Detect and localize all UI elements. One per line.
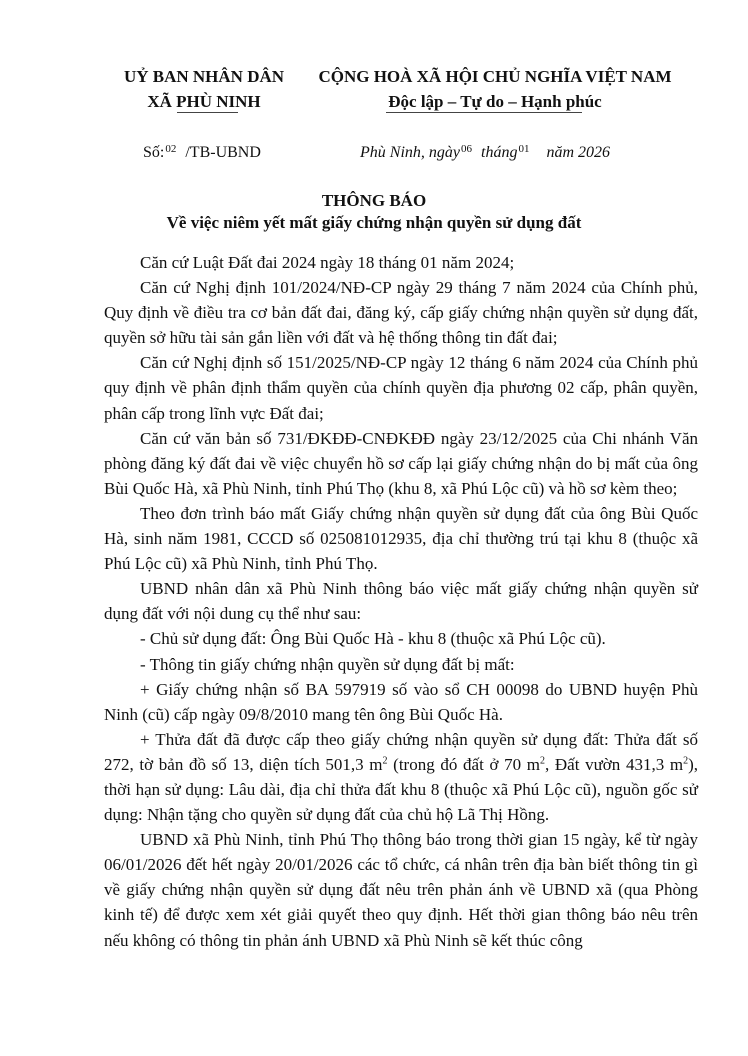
- date-month: 01: [518, 143, 530, 155]
- parcel-text-1: + Thửa đất đã được cấp theo giấy chứng nhận quyền sử dụng đất: Thửa đất số 272, tờ bản đồ số 13, diện tích 501,3 m: [104, 729, 698, 774]
- body-paragraph: UBND nhân dân xã Phù Ninh thông báo việc mất giấy chứng nhận quyền sử dụng đất với nội dung cụ thể như sau:: [104, 579, 698, 624]
- national-motto: Độc lập – Tự do – Hạnh phúc: [388, 92, 602, 111]
- final-paragraph: UBND xã Phù Ninh, tỉnh Phú Thọ thông báo trong thời gian 15 ngày, kể từ ngày 06/01/2026 đết hết ngày 20/01/2026 các tổ chức, cá nhân trên địa bàn biết thông tin gì về giấy chứng nhận quyền sử dụng đất nêu trên phản ánh về UBND xã (qua Phòng kinh tế) để được xem xét giải quyết theo quy định. Hết thời gian thông báo nêu trên nếu không có thông tin phản ánh UBND xã Phù Ninh sẽ kết thúc công: [104, 830, 698, 950]
- parcel-text-4: ), thời hạn sử dụng: Lâu dài, địa chỉ thửa đất khu 8 (thuộc xã Phú Lộc cũ), nguồn gốc sử dụng: Nhận tặng cho quyền sử dụng đất của chủ hộ Lã Thị Hồng.: [104, 754, 699, 825]
- number-suffix: /TB-UBND: [185, 144, 261, 161]
- notice-body: [104, 250, 698, 953]
- notice-title-block: [0, 190, 748, 234]
- issuing-authority: [104, 64, 304, 114]
- superscript-2: 2: [539, 755, 545, 767]
- body-paragraph: - Thông tin giấy chứng nhận quyền sử dụng đất bị mất:: [140, 654, 515, 674]
- body-paragraph: Theo đơn trình báo mất Giấy chứng nhận quyền sử dụng đất của ông Bùi Quốc Hà, sinh năm 1981, CCCD số 025081012935, địa chỉ thường trú tại khu 8 (thuộc xã Phú Lộc cũ) xã Phù Ninh, tỉnh Phú Thọ.: [104, 503, 698, 574]
- date-month-word: tháng: [481, 144, 518, 161]
- national-header: [312, 64, 678, 114]
- body-paragraph: - Chủ sử dụng đất: Ông Bùi Quốc Hà - khu 8 (thuộc xã Phú Lộc cũ).: [140, 629, 606, 649]
- body-paragraph: Căn cứ văn bản số 731/ĐKĐĐ-CNĐKĐĐ ngày 23/12/2025 của Chi nhánh Văn phòng đăng ký đất đai về việc chuyển hồ sơ cấp lại giấy chứng nhận do bị mất của ông Bùi Quốc Hà, xã Phù Ninh, tỉnh Phú Thọ (khu 8, xã Phú Lộc cũ) và hồ sơ kèm theo;: [104, 428, 698, 498]
- parcel-text-2: (trong đó đất ở 70 m: [387, 754, 540, 774]
- number-value: 02: [165, 143, 177, 155]
- body-paragraph: + Giấy chứng nhận số BA 597919 số vào sổ CH 00098 do UBND huyện Phù Ninh (cũ) cấp ngày 09/8/2010 mang tên ông Bùi Quốc Hà.: [104, 679, 698, 724]
- body-paragraph: Căn cứ Luật Đất đai 2024 ngày 18 tháng 01 năm 2024;: [140, 253, 515, 272]
- body-paragraph: Căn cứ Nghị định 101/2024/NĐ-CP ngày 29 tháng 7 năm 2024 của Chính phủ, Quy định về điều tra cơ bản đất đai, đăng ký, cấp giấy chứng nhận quyền sử dụng đất, quyền sở hữu tài sản gắn liền với đất và hệ thống thông tin đất đai;: [104, 278, 698, 348]
- parcel-paragraph: [104, 727, 698, 827]
- parcel-text-3: , Đất vườn 431,3 m: [544, 754, 684, 774]
- notice-title: THÔNG BÁO: [321, 191, 427, 210]
- motto-underline: [386, 112, 582, 113]
- superscript-2: 2: [683, 755, 689, 767]
- authority-line-2: XÃ PHÙ NINH: [147, 92, 261, 111]
- notice-subject: Về việc niêm yết mất giấy chứng nhận quyền sử dụng đất: [166, 213, 582, 232]
- document-number: [143, 144, 261, 162]
- place-date: [360, 144, 610, 162]
- number-prefix: Số:: [143, 144, 165, 161]
- superscript-2: 2: [382, 755, 388, 767]
- date-prefix: Phù Ninh, ngày: [360, 144, 460, 161]
- authority-underline: [177, 112, 238, 113]
- national-title: CỘNG HOÀ XÃ HỘI CHỦ NGHĨA VIỆT NAM: [318, 67, 672, 86]
- authority-line-1: UỶ BAN NHÂN DÂN: [123, 67, 285, 86]
- date-day: 06: [461, 143, 472, 155]
- body-paragraph: Căn cứ Nghị định số 151/2025/NĐ-CP ngày 12 tháng 6 năm 2024 của Chính phủ quy định về phân định thẩm quyền của chính quyền địa phương 02 cấp, phân quyền, phân cấp trong lĩnh vực Đất đai;: [104, 353, 698, 423]
- date-year: năm 2026: [546, 144, 611, 161]
